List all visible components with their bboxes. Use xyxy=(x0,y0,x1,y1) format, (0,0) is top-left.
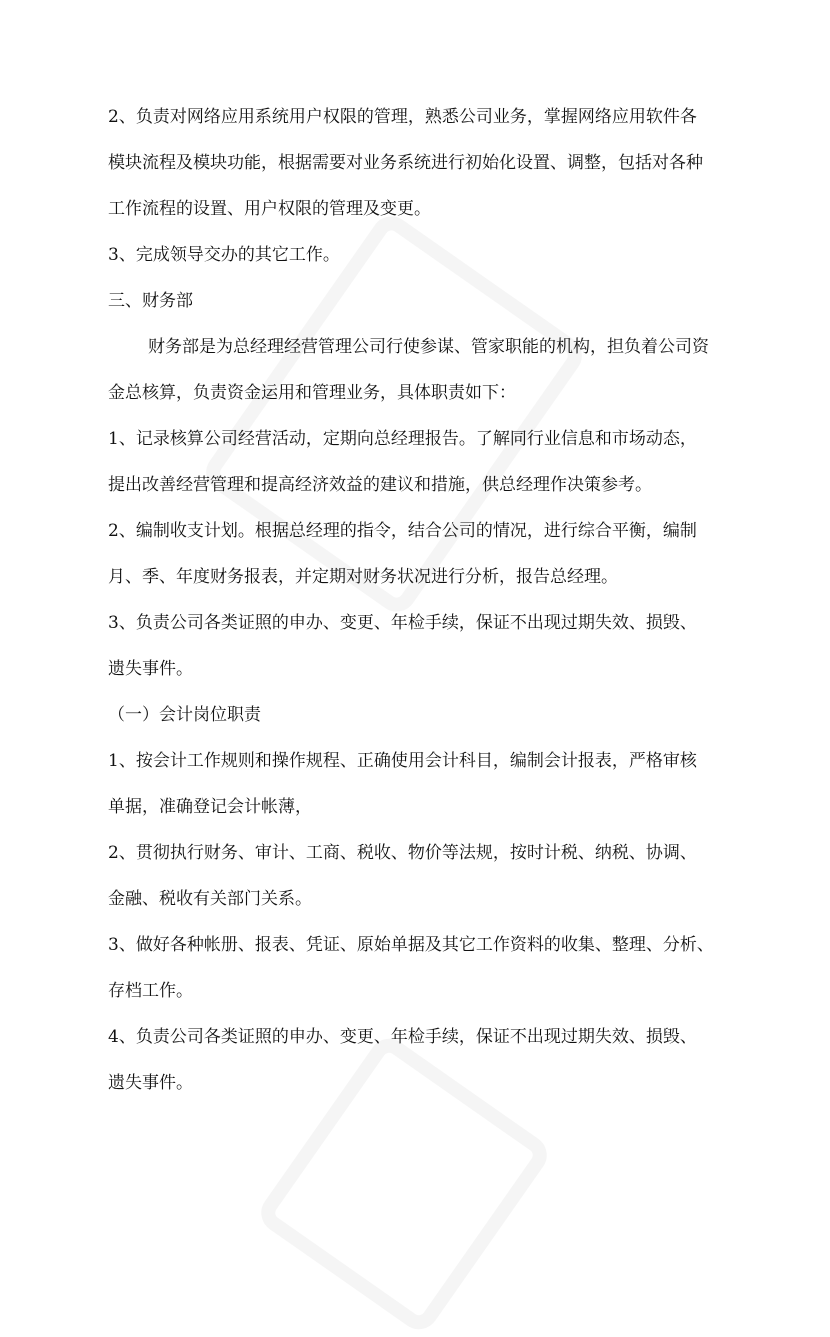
text-line: 2、编制收支计划。根据总经理的指令，结合公司的情况，进行综合平衡，编制 xyxy=(108,521,697,541)
text-line: 提出改善经营管理和提高经济效益的建议和措施，供总经理作决策参考。 xyxy=(108,475,652,495)
text-line: 单据，准确登记会计帐薄， xyxy=(108,797,312,817)
text-line: 1、按会计工作规则和操作规程、正确使用会计科目，编制会计报表，严格审核 xyxy=(108,751,697,771)
text-line: 3、做好各种帐册、报表、凭证、原始单据及其它工作资料的收集、整理、分析、 xyxy=(108,935,714,955)
section-heading: 三、财务部 xyxy=(108,291,193,311)
text-line: 金总核算，负责资金运用和管理业务，具体职责如下： xyxy=(108,383,516,403)
subsection-heading: （一）会计岗位职责 xyxy=(108,705,261,725)
text-line: 财务部是为总经理经营管理公司行使参谋、管家职能的机构，担负着公司资 xyxy=(148,337,709,357)
text-line: 模块流程及模块功能，根据需要对业务系统进行初始化设置、调整，包括对各种 xyxy=(108,153,703,173)
text-line: 遗失事件。 xyxy=(108,659,193,679)
text-line: 1、记录核算公司经营活动，定期向总经理报告。了解同行业信息和市场动态， xyxy=(108,429,697,449)
document-body xyxy=(108,106,718,1095)
text-line: 2、贯彻执行财务、审计、工商、税收、物价等法规，按时计税、纳税、协调、 xyxy=(108,843,697,863)
text-line: 3、负责公司各类证照的申办、变更、年检手续，保证不出现过期失效、损毁、 xyxy=(108,613,697,633)
text-line: 存档工作。 xyxy=(108,981,193,1001)
text-line: 遗失事件。 xyxy=(108,1073,193,1093)
text-line: 4、负责公司各类证照的申办、变更、年检手续，保证不出现过期失效、损毁、 xyxy=(108,1027,697,1047)
text-line: 3、完成领导交办的其它工作。 xyxy=(108,245,340,265)
text-line: 工作流程的设置、用户权限的管理及变更。 xyxy=(108,199,431,219)
text-line: 金融、税收有关部门关系。 xyxy=(108,889,312,909)
text-line: 月、季、年度财务报表，并定期对财务状况进行分析，报告总经理。 xyxy=(108,567,618,587)
text-line: 2、负责对网络应用系统用户权限的管理，熟悉公司业务，掌握网络应用软件各 xyxy=(108,107,697,127)
